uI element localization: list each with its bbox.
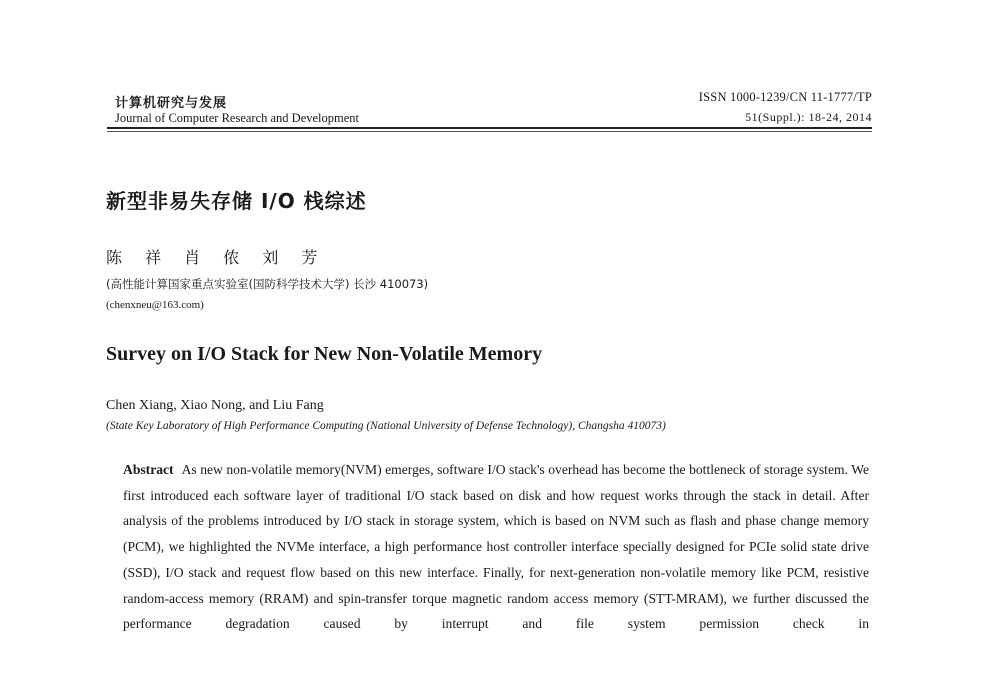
author-email: (chenxneu@163.com) (106, 299, 204, 311)
abstract-paragraph (123, 457, 869, 637)
issn-line: ISSN 1000-1239/CN 11-1777/TP (698, 90, 872, 104)
header-rule (107, 127, 872, 129)
paper-title-chinese: 新型非易失存储 I/O 栈综述 (106, 189, 367, 213)
issue-line: 51(Suppl.): 18-24, 2014 (745, 110, 872, 124)
paper-title-english: Survey on I/O Stack for New Non-Volatile Memory (106, 343, 543, 365)
header-rule-thin (107, 131, 872, 132)
authors-english: Chen Xiang, Xiao Nong, and Liu Fang (106, 398, 324, 413)
abstract-label: Abstract (123, 462, 174, 477)
journal-title-chinese: 计算机研究与发展 (115, 95, 228, 110)
abstract-text: As new non-volatile memory(NVM) emerges, software I/O stack's overhead has become the bottleneck of storage system. We first introduced each software layer of traditional I/O stack based on disk and how request works through the stack in detail. After analysis of the problems introduced by I/O stack in storage system, which is based on NVM such as flash and phase change memory (PCM), we highlighted the NVMe interface, a high performance host controller interface specially designed for PCIe solid state drive (SSD), I/O stack and request flow based on this new interface. Finally, for next-generation non-volatile memory like PCM, resistive random-access memory (RRAM) and spin-transfer torque magnetic random access memory (STT-MRAM), we further discussed the performance degradation caused by interrupt and file system permission check in (123, 462, 869, 632)
affiliation-chinese: (高性能计算国家重点实验室(国防科学技术大学) 长沙 410073) (106, 277, 429, 291)
authors-chinese: 陈 祥 肖 侬 刘 芳 (106, 248, 327, 267)
journal-title-english: Journal of Computer Research and Development (115, 111, 360, 125)
affiliation-english: (State Key Laboratory of High Performance Computing (National University of Defense Technology), Changsha 410073) (106, 420, 666, 432)
